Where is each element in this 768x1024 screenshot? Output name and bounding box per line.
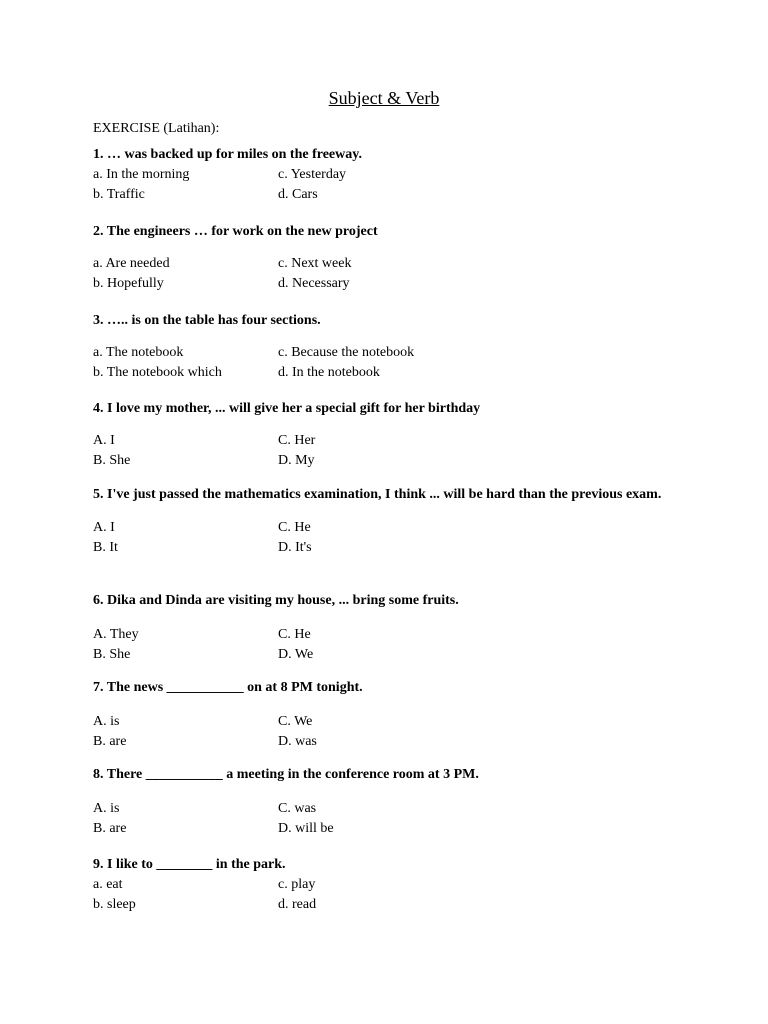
option-c: C. Her [278,433,316,448]
question-text: 8. There ___________ a meeting in the conference room at 3 PM. [93,767,479,782]
question-2 [93,222,673,293]
option-a: A. I [93,520,115,535]
options-block [93,799,673,838]
option-d: d. Cars [278,186,318,202]
question-8 [93,765,673,838]
question-4 [93,399,673,470]
option-b: B. She [93,452,131,468]
question-5 [93,485,673,557]
option-c: C. was [278,801,317,816]
options-block [93,431,673,470]
question-text: 4. I love my mother, ... will give her a special gift for her birthday [93,401,481,416]
option-d: D. It's [278,539,312,555]
options-block [93,165,673,204]
option-c: c. Because the notebook [278,345,415,360]
option-b: b. Hopefully [93,275,164,291]
option-c: C. He [278,520,311,535]
page-title: Subject & Verb [328,88,440,108]
question-3 [93,311,673,382]
question-text: 7. The news ___________ on at 8 PM tonight. [93,680,363,695]
question-text: 6. Dika and Dinda are visiting my house, ... bring some fruits. [93,593,459,608]
options-block [93,254,673,293]
option-d: D. was [278,733,317,749]
options-block [93,625,673,664]
option-c: c. play [278,877,316,892]
question-text: 3. ….. is on the table has four sections. [93,313,321,328]
question-9 [93,855,673,914]
option-b: B. are [93,820,127,836]
option-c: C. We [278,714,313,729]
option-d: d. Necessary [278,275,350,291]
option-c: C. He [278,627,311,642]
option-a: a. Are needed [93,256,170,271]
question-7 [93,678,673,751]
option-a: A. I [93,433,115,448]
question-1 [93,145,673,204]
option-a: a. The notebook [93,345,184,360]
option-b: b. The notebook which [93,364,222,380]
options-block [93,712,673,751]
option-c: c. Yesterday [278,167,347,182]
option-b: B. are [93,733,127,749]
question-text: 2. The engineers … for work on the new project [93,224,378,239]
question-text: 1. … was backed up for miles on the freeway. [93,147,362,162]
option-b: B. She [93,646,131,662]
question-text: 5. I've just passed the mathematics examination, I think ... will be hard than the previous exam. [93,487,662,502]
option-a: A. They [93,627,139,642]
question-6 [93,591,673,664]
options-block [93,518,673,557]
option-a: a. In the morning [93,167,190,182]
option-d: D. My [278,452,315,468]
option-d: D. We [278,646,314,662]
option-a: a. eat [93,877,123,892]
option-d: d. read [278,896,317,912]
option-d: D. will be [278,820,334,836]
option-b: B. It [93,539,118,555]
option-a: A. is [93,714,120,729]
exercise-label: EXERCISE (Latihan): [93,121,220,136]
option-c: c. Next week [278,256,352,271]
option-d: d. In the notebook [278,364,380,380]
option-b: b. Traffic [93,186,145,202]
options-block [93,875,673,914]
option-b: b. sleep [93,896,136,912]
option-a: A. is [93,801,120,816]
options-block [93,343,673,382]
question-text: 9. I like to ________ in the park. [93,857,286,872]
